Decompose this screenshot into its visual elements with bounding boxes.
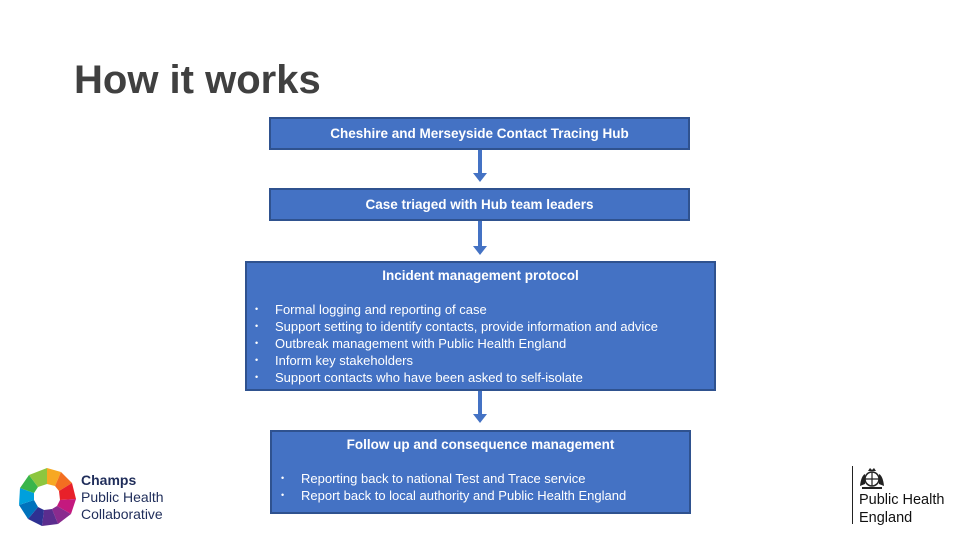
list-item: • Outbreak management with Public Health England bbox=[275, 335, 658, 352]
list-item: • Support contacts who have been asked to self-isolate bbox=[275, 369, 658, 386]
step-contact-tracing-hub bbox=[269, 117, 690, 150]
step-title: Follow up and consequence management bbox=[346, 437, 615, 452]
list-item: • Inform key stakeholders bbox=[275, 352, 658, 369]
down-arrow-icon bbox=[473, 150, 487, 182]
list-item: • Support setting to identify contacts, provide information and advice bbox=[275, 318, 658, 335]
bullet-list bbox=[275, 301, 658, 386]
step-case-triaged bbox=[269, 188, 690, 221]
phe-logo-text: Public Health England bbox=[859, 492, 945, 526]
step-title: Cheshire and Merseyside Contact Tracing Hub bbox=[330, 126, 629, 141]
slide-title: How it works bbox=[74, 58, 321, 102]
list-item: • Reporting back to national Test and Trace service bbox=[301, 470, 626, 487]
step-incident-management bbox=[245, 261, 716, 391]
crest-icon bbox=[858, 468, 886, 490]
phe-divider bbox=[852, 466, 853, 524]
down-arrow-icon bbox=[473, 391, 487, 423]
champs-logo-text: Champs Public Health Collaborative bbox=[81, 472, 164, 522]
list-item: • Report back to local authority and Public Health England bbox=[301, 487, 626, 504]
step-title: Case triaged with Hub team leaders bbox=[365, 197, 594, 212]
down-arrow-icon bbox=[473, 221, 487, 255]
step-title: Incident management protocol bbox=[382, 268, 579, 283]
list-item: • Formal logging and reporting of case bbox=[275, 301, 658, 318]
step-follow-up bbox=[270, 430, 691, 514]
bullet-list bbox=[301, 470, 626, 504]
champs-logo-icon bbox=[16, 466, 78, 528]
